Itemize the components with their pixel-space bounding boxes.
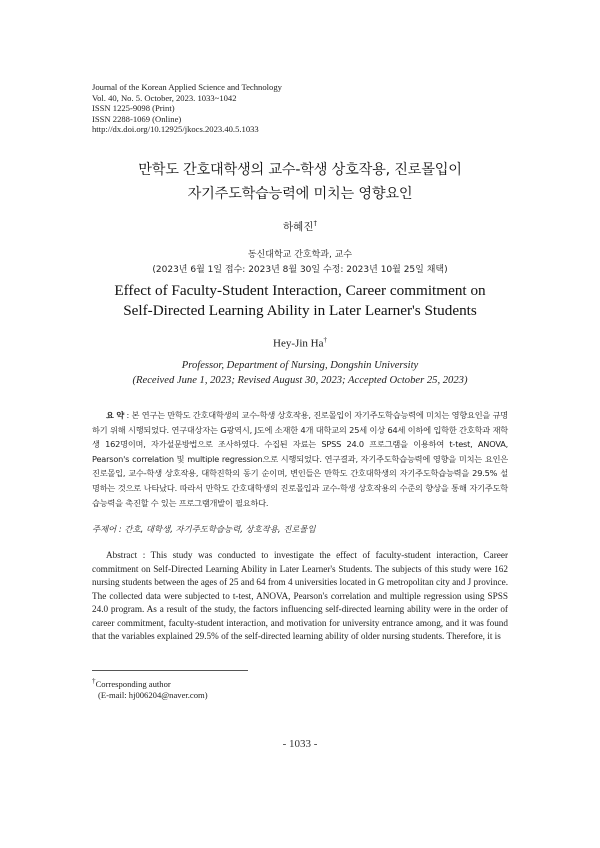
footnote xyxy=(92,676,208,702)
journal-volume: Vol. 40, No. 5. October, 2023. 1033~1042 xyxy=(92,92,237,103)
footnote-mark: † xyxy=(92,677,96,685)
title-ko-line2: 자기주도학습능력에 미치는 영향요인 xyxy=(187,186,413,202)
author-ko-name: 하혜진 xyxy=(283,221,314,233)
author-en-name: Hey-Jin Ha xyxy=(273,337,324,350)
footnote-email[interactable]: (E-mail: hj006204@naver.com) xyxy=(98,690,208,701)
footnote-divider xyxy=(92,670,248,671)
abstract-en-text: : This study was conducted to investigate the effect of faculty-student interaction, Career commitment on Self-Directed Learning Ability in Later Learner's Students. The subjects of this study were 162 nursing students between the ages of 25 and 64 from 4 universities located in G metropolitan city and J province. The collected data were subjected to t-test, ANOVA, Pearson's correlation and multiple regression using SPSS 24.0 program. As a result of the study, the factors influencing self-directed learning ability were in the order of career commitment, faculty-student interaction, and motivation for university entrance among, and it was found that the variables explained 29.5% of the self-directed learning ability of older nursing students. Therefore, it is xyxy=(92,550,508,641)
abstract-en xyxy=(92,549,508,644)
page-number: - 1033 - xyxy=(282,738,318,750)
abstract-ko-label: 요 약 xyxy=(106,410,125,420)
affiliation-ko: 동신대학교 간호학과, 교수 xyxy=(247,250,353,260)
journal-header xyxy=(92,82,282,135)
dates-ko: (2023년 6월 1일 접수: 2023년 8월 30일 수정: 2023년 10월 25일 채택) xyxy=(152,265,448,275)
issn-online: ISSN 2288-1069 (Online) xyxy=(92,113,182,124)
author-en xyxy=(0,336,600,350)
affiliation-en: Professor, Department of Nursing, Dongshin University xyxy=(181,360,419,371)
keywords-ko: 주제어 : 간호, 대학생, 자기주도학습능력, 상호작용, 진로몰입 xyxy=(92,524,316,534)
abstract-ko-text: : 본 연구는 만학도 간호대학생의 교수-학생 상호작용, 진로몰입이 자기주도학습능력에 미치는 영향요인을 규명하기 위해 시행되었다. 연구대상자는 G광역시, J도에 소재한 4개 대학교의 25세 이상 64세 이하에 입학한 간호학과 재학생 162명이며, 자가설문방법으로 조사하였다. 수집된 자료는 SPSS 24.0 프로그램을 이용하여 t-test, ANOVA, Pearson's correlation 및 multiple regression으로 시행되었다. 연구결과, 자기주도학습능력에 영향을 미치는 요인은 진로몰입, 교수-학생 상호작용, 대학진학의 동기 순이며, 변인들은 만학도 간호대학생의 자기주도학습능력을 29.5% 설명하는 것으로 나타났다. 따라서 만학도 간호대학생의 진로몰입과 교수-학생 상호작용의 수준의 향상을 통해 자기주도학습능력을 촉진할 수 있는 프로그램개발이 필요하다. xyxy=(92,410,508,508)
author-ko xyxy=(0,219,600,234)
title-en-line1: Effect of Faculty-Student Interaction, Career commitment on xyxy=(114,282,486,299)
title-ko-line1: 만학도 간호대학생의 교수-학생 상호작용, 진로몰입이 xyxy=(138,162,462,178)
abstract-en-label: Abstract xyxy=(106,550,138,560)
doi-link[interactable]: http://dx.doi.org/10.12925/jkocs.2023.40.5.1033 xyxy=(92,124,259,135)
corresponding-mark: † xyxy=(313,219,317,228)
abstract-ko xyxy=(92,408,508,510)
footnote-label: Corresponding author xyxy=(95,678,171,689)
issn-print: ISSN 1225-9098 (Print) xyxy=(92,103,175,114)
corresponding-mark-en: † xyxy=(323,336,327,344)
dates-en: (Received June 1, 2023; Revised August 30, 2023; Accepted October 25, 2023) xyxy=(132,375,468,386)
title-en-line2: Self-Directed Learning Ability in Later Learner's Students xyxy=(123,302,477,319)
journal-name: Journal of the Korean Applied Science and Technology xyxy=(92,82,282,92)
